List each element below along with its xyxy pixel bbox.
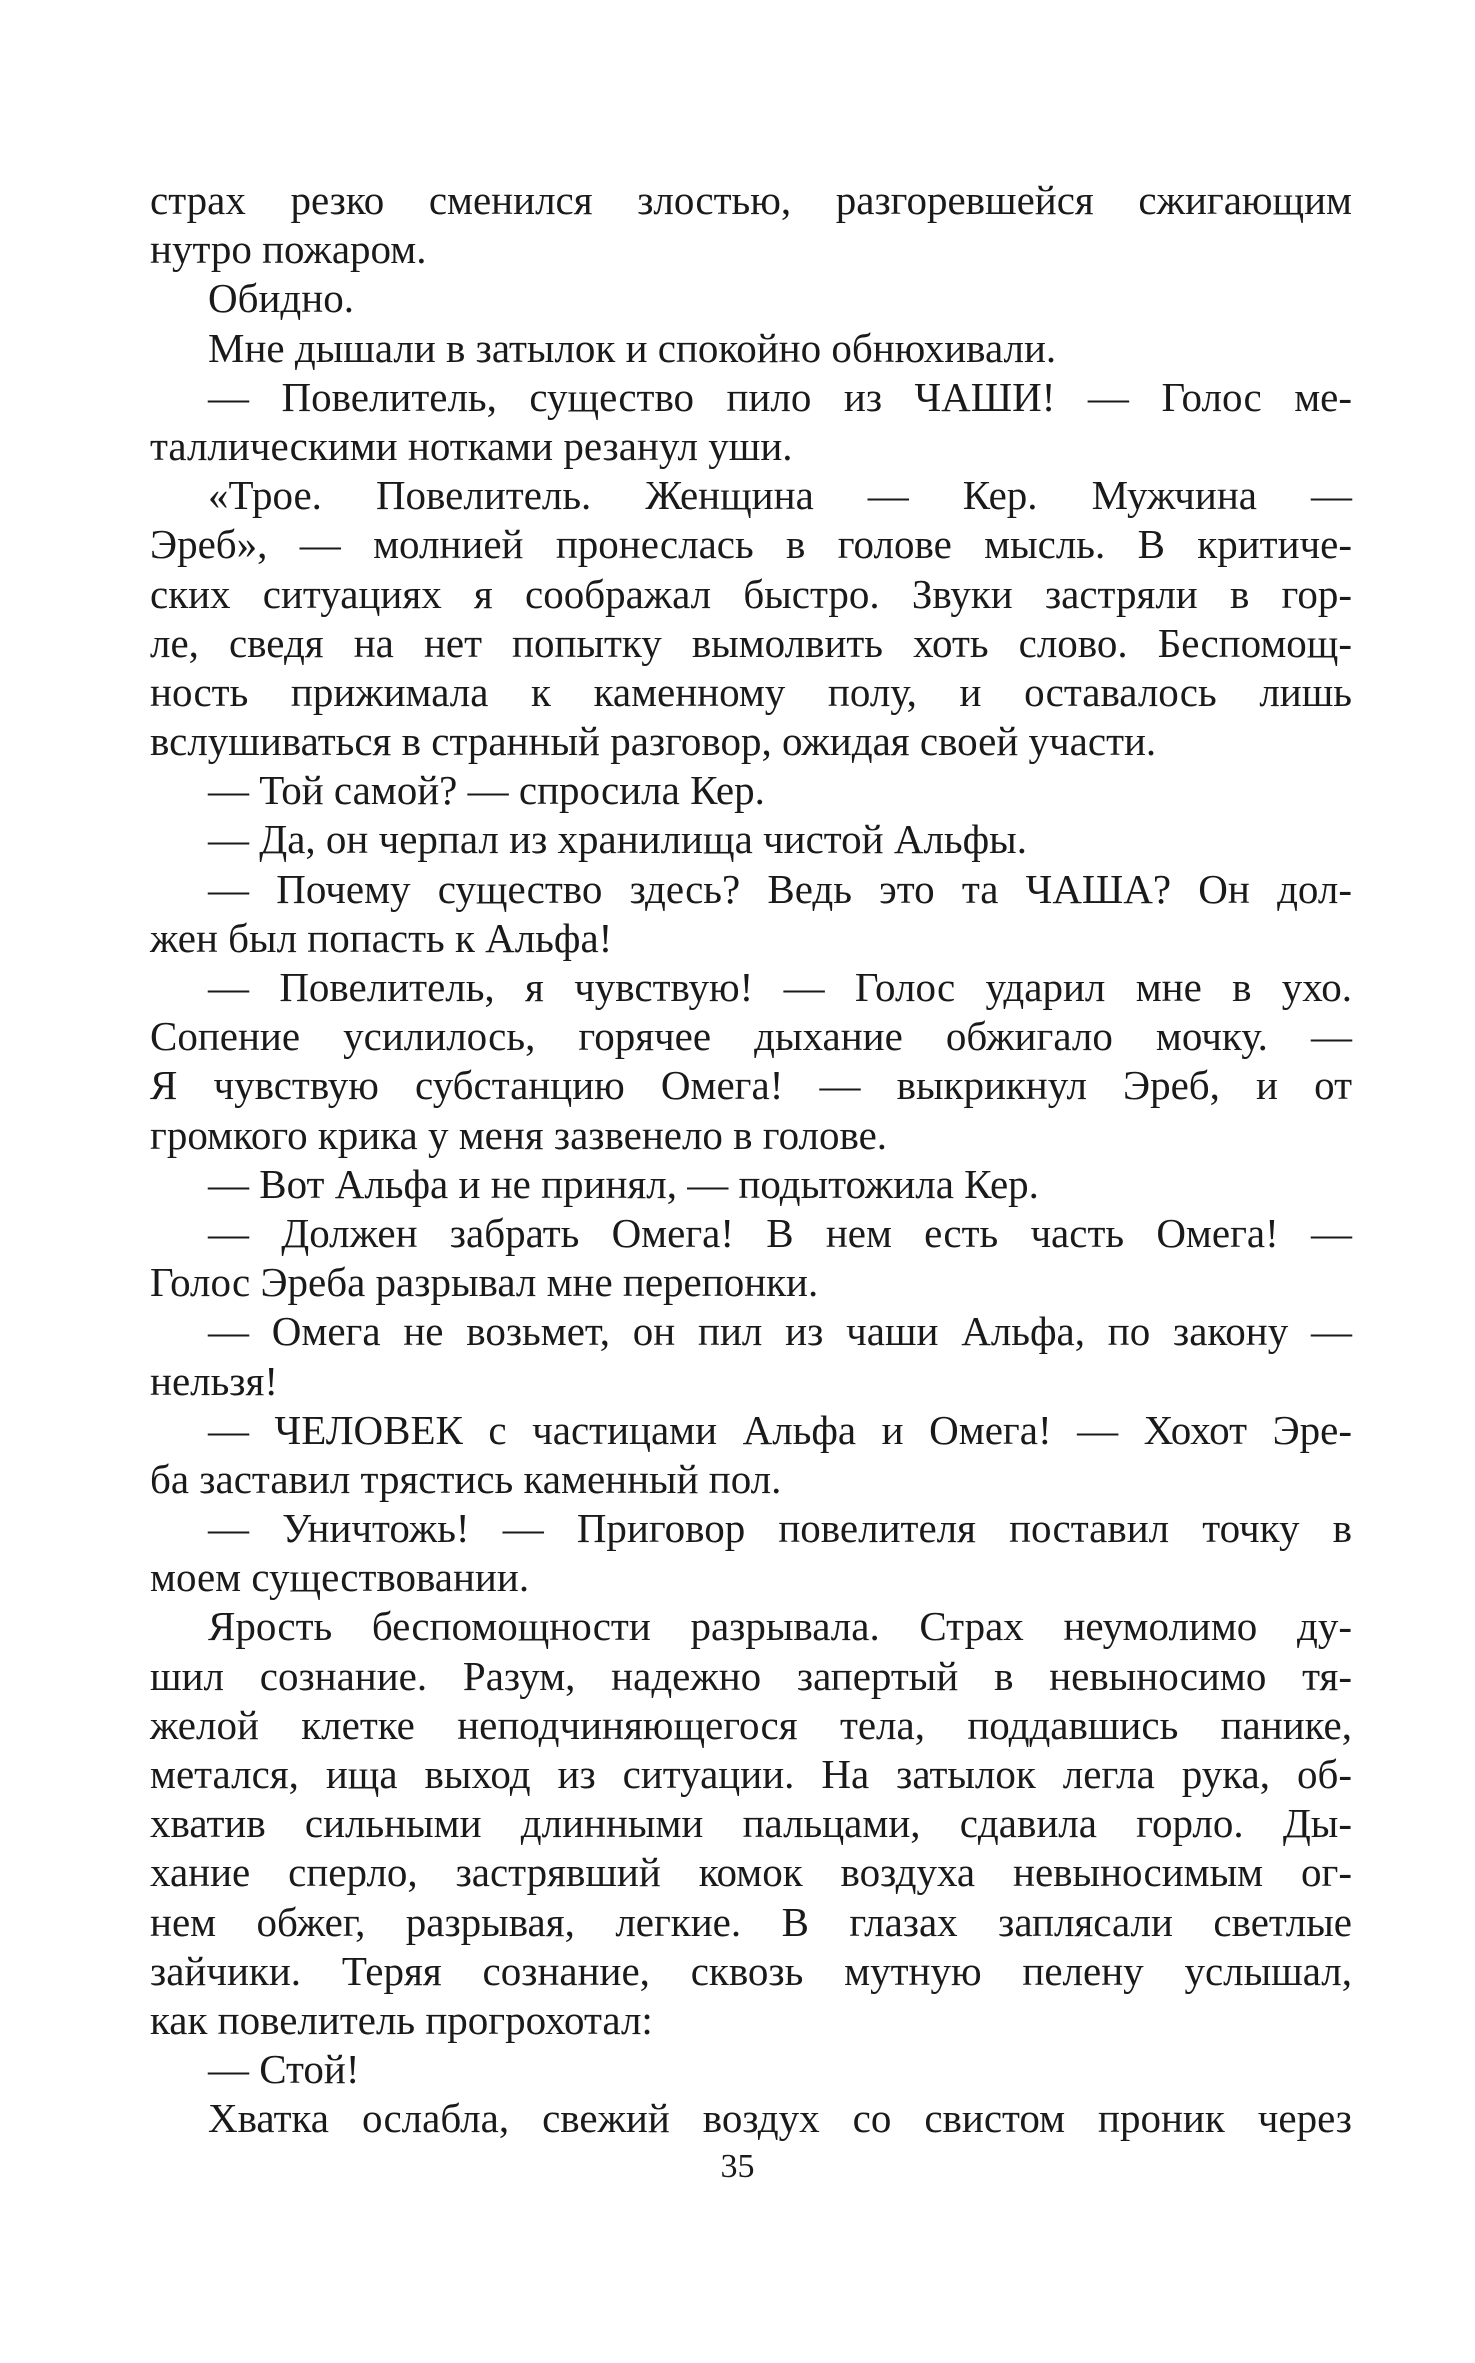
text-line: — Почему существо здесь? Ведь это та ЧАША? Он дол-	[208, 865, 1352, 912]
text-line: — Стой!	[208, 2046, 360, 2093]
text-line: моем существовании.	[150, 1554, 530, 1601]
text-line: — Омега не возьмет, он пил из чаши Альфа, по закону —	[208, 1308, 1352, 1355]
body-text	[150, 176, 1352, 2144]
text-line: ность прижимала к каменному полу, и оставалось лишь	[150, 668, 1352, 715]
text-line: Хватка ослабла, свежий воздух со свистом проник через	[208, 2095, 1352, 2142]
text-line: нутро пожаром.	[150, 226, 427, 273]
text-line: нельзя!	[150, 1357, 279, 1404]
text-line: Я чувствую субстанцию Омега! — выкрикнул Эреб, и от	[150, 1062, 1352, 1109]
text-line: Голос Эреба разрывал мне перепонки.	[150, 1259, 819, 1306]
page-number: 35	[720, 2148, 755, 2185]
text-line: — Вот Альфа и не принял, — подытожила Кер.	[208, 1160, 1039, 1207]
text-line: громкого крика у меня зазвенело в голове.	[150, 1111, 888, 1158]
text-line: хватив сильными длинными пальцами, сдавила горло. Ды-	[150, 1800, 1352, 1847]
text-line: нем обжег, разрывая, легкие. В глазах заплясали светлые	[150, 1898, 1352, 1945]
text-line: ле, сведя на нет попытку вымолвить хоть слово. Беспомощ-	[150, 619, 1352, 666]
text-line: Ярость беспомощности разрывала. Страх неумолимо ду-	[208, 1603, 1352, 1650]
text-line: вслушиваться в странный разговор, ожидая своей участи.	[150, 718, 1157, 765]
text-line: ских ситуациях я соображал быстро. Звуки застряли в гор-	[150, 570, 1352, 617]
text-line: таллическими нотками резанул уши.	[150, 422, 793, 469]
text-line: — Да, он черпал из хранилища чистой Альфы.	[208, 816, 1027, 863]
text-line: Сопение усилилось, горячее дыхание обжигало мочку. —	[150, 1013, 1352, 1060]
text-line: страх резко сменился злостью, разгоревшейся сжигающим	[150, 177, 1352, 223]
text-line: — Повелитель, я чувствую! — Голос ударил мне в ухо.	[208, 964, 1352, 1010]
text-line: — Той самой? — спросила Кер.	[208, 767, 765, 814]
text-line: жен был попасть к Альфа!	[150, 914, 613, 961]
text-line: метался, ища выход из ситуации. На затылок легла рука, об-	[150, 1751, 1352, 1797]
text-line: Обидно.	[208, 275, 354, 322]
text-line: ба заставил трястись каменный пол.	[150, 1455, 782, 1502]
text-line: желой клетке неподчиняющегося тела, поддавшись панике,	[150, 1701, 1352, 1748]
text-line: Эреб», — молнией пронеслась в голове мысль. В критиче-	[150, 521, 1352, 568]
text-line: шил сознание. Разум, надежно запертый в невыносимо тя-	[150, 1652, 1352, 1699]
text-line: Мне дышали в затылок и спокойно обнюхивали.	[208, 324, 1057, 371]
text-line: хание сперло, застрявший комок воздуха невыносимым ог-	[150, 1849, 1352, 1896]
text-line: «Трое. Повелитель. Женщина — Кер. Мужчина —	[208, 472, 1352, 519]
text-line: как повелитель прогрохотал:	[150, 1996, 653, 2043]
text-line: — Уничтожь! — Приговор повелителя поставил точку в	[208, 1505, 1352, 1552]
text-line: — Должен забрать Омега! В нем есть часть Омега! —	[208, 1209, 1352, 1256]
text-line: зайчики. Теряя сознание, сквозь мутную пелену услышал,	[150, 1947, 1352, 1994]
text-line: — Повелитель, существо пило из ЧАШИ! — Голос ме-	[208, 373, 1352, 420]
text-line: — ЧЕЛОВЕК с частицами Альфа и Омега! — Хохот Эре-	[208, 1406, 1352, 1453]
